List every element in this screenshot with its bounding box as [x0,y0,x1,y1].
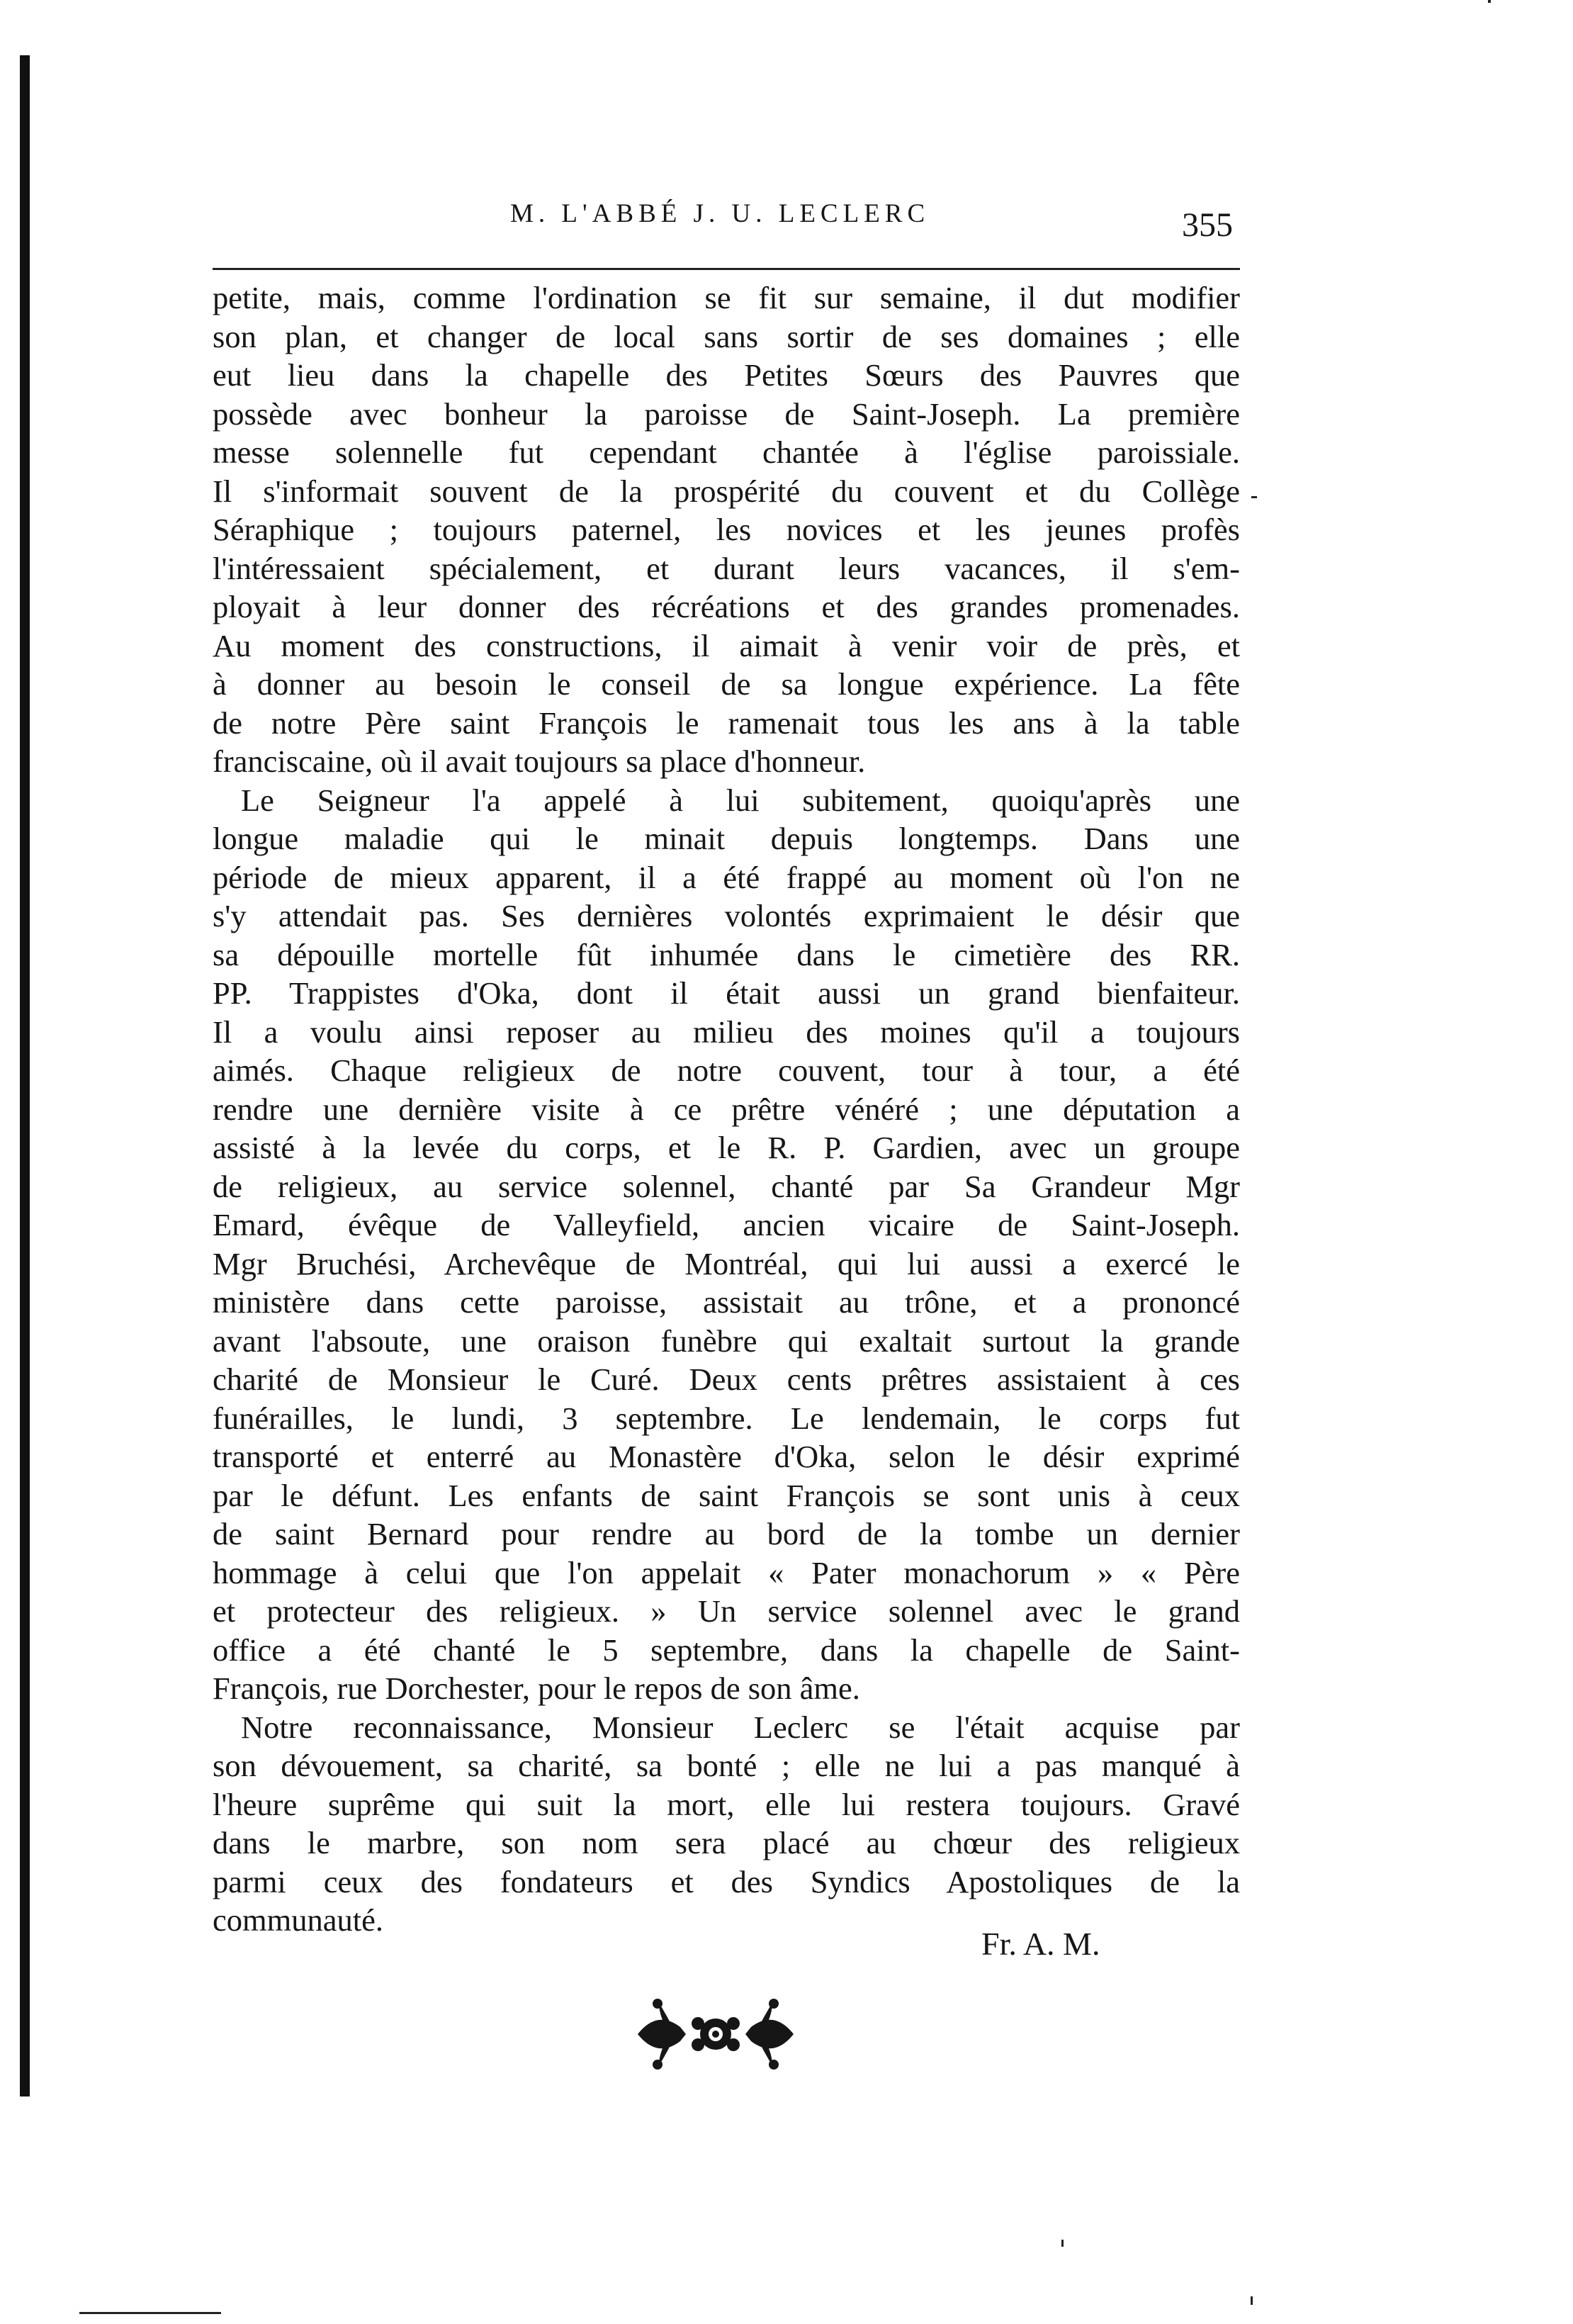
margin-mark [1251,496,1257,498]
text-line: rendre une dernière visite à ce prêtre vénéré ; une députation a [213,1091,1240,1127]
text-line: de saint Bernard pour rendre au bord de la tombe un dernier [213,1516,1240,1551]
margin-mark [1061,2240,1064,2247]
text-line: Il s'informait souvent de la prospérité du couvent et du Collège [213,473,1240,509]
text-line: Notre reconnaissance, Monsieur Leclerc se l'était acquise par [241,1709,1240,1745]
margin-mark [1488,0,1491,3]
running-title: M. L'ABBÉ J. U. LECLERC [510,199,930,228]
text-line: charité de Monsieur le Curé. Deux cents prêtres assistaient à ces [213,1362,1240,1397]
text-line: son plan, et changer de local sans sortir de ses domaines ; elle [213,318,1240,354]
text-line: eut lieu dans la chapelle des Petites Sœurs des Pauvres que [213,357,1240,393]
text-line: de religieux, au service solennel, chanté par Sa Grandeur Mgr [213,1168,1240,1204]
text-line: Au moment des constructions, il aimait à venir voir de près, et [213,627,1240,663]
text-line: Mgr Bruchési, Archevêque de Montréal, qui lui aussi a exercé le [213,1245,1240,1281]
fleuron-ornament-icon [631,1995,801,2073]
text-line: ployait à leur donner des récréations et des grandes promenades. [213,589,1240,624]
text-line: funérailles, le lundi, 3 septembre. Le lendemain, le corps fut [213,1400,1240,1436]
text-line: possède avec bonheur la paroisse de Saint-Joseph. La première [213,395,1240,432]
text-line: parmi ceux des fondateurs et des Syndics Apostoliques de la [213,1863,1240,1899]
header-rule [213,268,1240,270]
text-line: s'y attendait pas. Ses dernières volontés exprimaient le désir que [213,898,1240,933]
text-line: ministère dans cette paroisse, assistait au trône, et a prononcé [213,1284,1240,1320]
text-line: Emard, évêque de Valleyfield, ancien vicaire de Saint-Joseph. [213,1207,1240,1242]
text-line: Séraphique ; toujours paternel, les novices et les jeunes profès [213,512,1240,547]
text-line: période de mieux apparent, il a été frappé au moment où l'on ne [213,859,1240,895]
margin-mark [1251,2296,1253,2305]
text-line: Le Seigneur l'a appelé à lui subitement, quoiqu'après une [241,782,1240,818]
text-line: son dévouement, sa charité, sa bonté ; elle ne lui a pas manqué à [213,1748,1240,1783]
text-line: franciscaine, où il avait toujours sa place d'honneur. [213,743,866,779]
text-line: sa dépouille mortelle fût inhumée dans le cimetière des RR. [213,936,1240,972]
text-line: communauté. [213,1902,383,1938]
text-line: longue maladie qui le minait depuis longtemps. Dans une [213,821,1240,856]
text-line: PP. Trappistes d'Oka, dont il était aussi un grand bienfaiteur. [213,975,1240,1011]
text-line: par le défunt. Les enfants de saint François se sont unis à ceux [213,1477,1240,1513]
text-line: office a été chanté le 5 septembre, dans la chapelle de Saint- [213,1632,1240,1668]
text-line: de notre Père saint François le ramenait tous les ans à la table [213,705,1240,741]
text-line: François, rue Dorchester, pour le repos de son âme. [213,1671,860,1706]
text-line: messe solennelle fut cependant chantée à l'église paroissiale. [213,434,1240,470]
body-text [213,279,1240,1940]
signature: Fr. A. M. [981,1926,1100,1962]
margin-mark [79,2312,221,2314]
text-line: l'intéressaient spécialement, et durant leurs vacances, il s'em- [213,550,1240,586]
text-line: hommage à celui que l'on appelait « Pater monachorum » « Père [213,1554,1240,1590]
text-line: l'heure suprême qui suit la mort, elle lui restera toujours. Gravé [213,1786,1240,1822]
text-line: à donner au besoin le conseil de sa longue expérience. La fête [213,666,1240,702]
text-line: transporté et enterré au Monastère d'Oka, selon le désir exprimé [213,1439,1240,1474]
text-line: petite, mais, comme l'ordination se fit sur semaine, il dut modifier [213,280,1240,315]
page-binding-edge [20,55,30,2096]
page-number: 355 [1182,206,1233,244]
text-line: aimés. Chaque religieux de notre couvent, tour à tour, a été [213,1052,1240,1088]
text-line: assisté à la levée du corps, et le R. P. Gardien, avec un groupe [213,1130,1240,1165]
text-line: dans le marbre, son nom sera placé au chœur des religieux [213,1825,1240,1860]
text-line: Il a voulu ainsi reposer au milieu des moines qu'il a toujours [213,1014,1240,1050]
text-line: avant l'absoute, une oraison funèbre qui exaltait surtout la grande [213,1323,1240,1359]
running-head [213,191,1240,248]
text-line: et protecteur des religieux. » Un service solennel avec le grand [213,1593,1240,1629]
